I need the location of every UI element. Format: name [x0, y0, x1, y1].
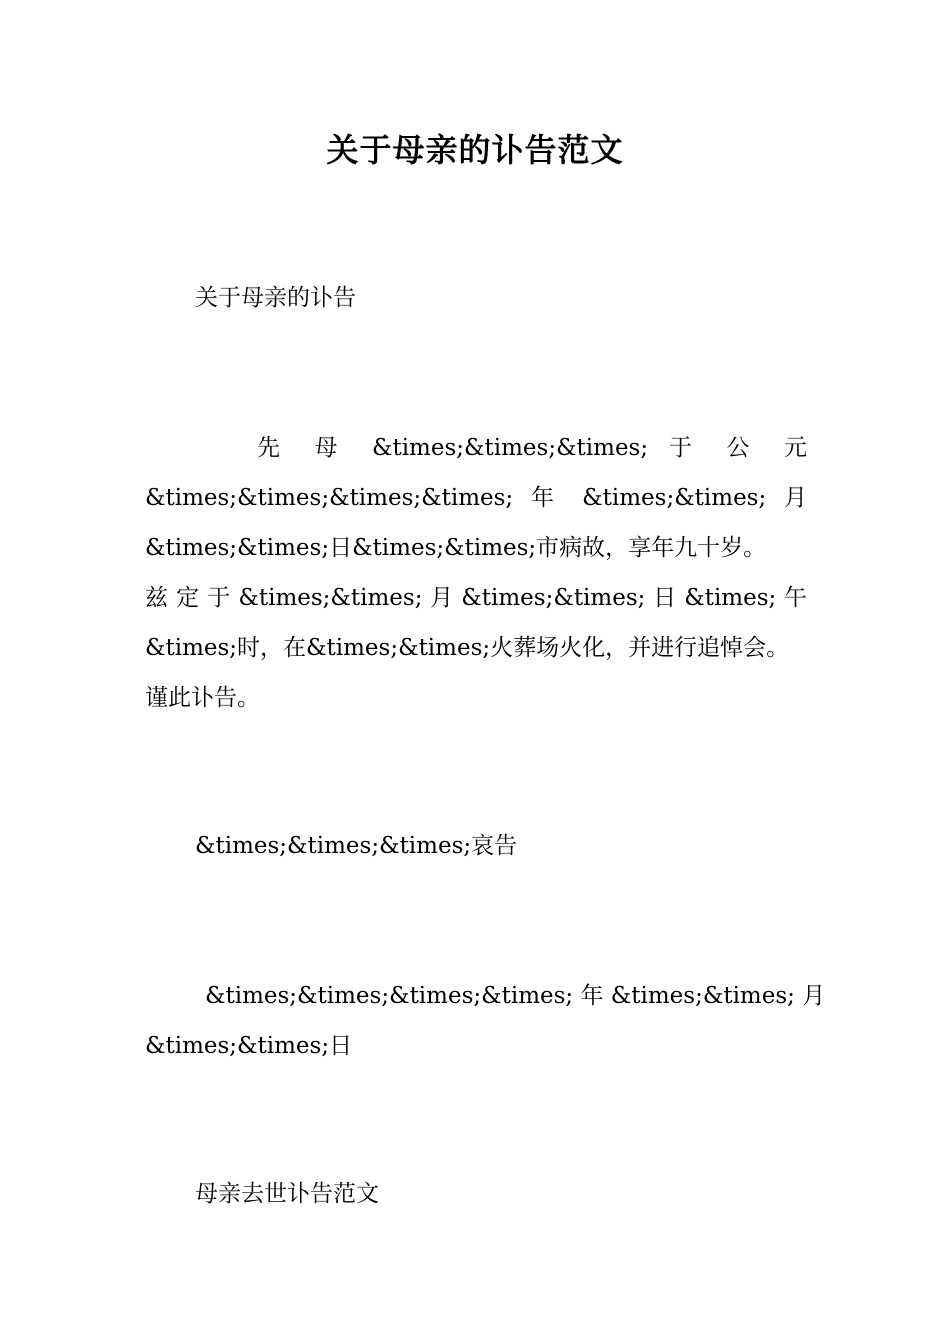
paragraph-line-1: 先 母 &times;&times;&times; 于 公 元	[257, 435, 807, 461]
paragraph-line-3: &times;&times;日&times;&times;市病故，享年九十岁。	[145, 535, 767, 561]
paragraph-line-6: 谨此讣告。	[145, 685, 260, 711]
section-heading-mother-death-obituary: 母亲去世讣告范文	[195, 1181, 379, 1207]
obituary-paragraph	[145, 433, 807, 733]
document-title: 关于母亲的讣告范文	[326, 131, 624, 169]
paragraph-line-5: &times;时，在&times;&times;火葬场火化，并进行追悼会。	[145, 635, 790, 661]
date-block	[145, 981, 826, 1081]
date-line-2: &times;&times;日	[145, 1033, 353, 1059]
signature-line: &times;&times;&times;哀告	[195, 833, 518, 859]
section-heading-obituary: 关于母亲的讣告	[195, 285, 356, 311]
paragraph-line-4: 兹 定 于 &times;&times; 月 &times;&times; 日 &times; 午	[145, 585, 807, 611]
date-line-1: &times;&times;&times;&times; 年 &times;&times; 月	[205, 983, 826, 1009]
paragraph-line-2: &times;&times;&times;&times; 年 &times;&times; 月	[145, 485, 807, 511]
